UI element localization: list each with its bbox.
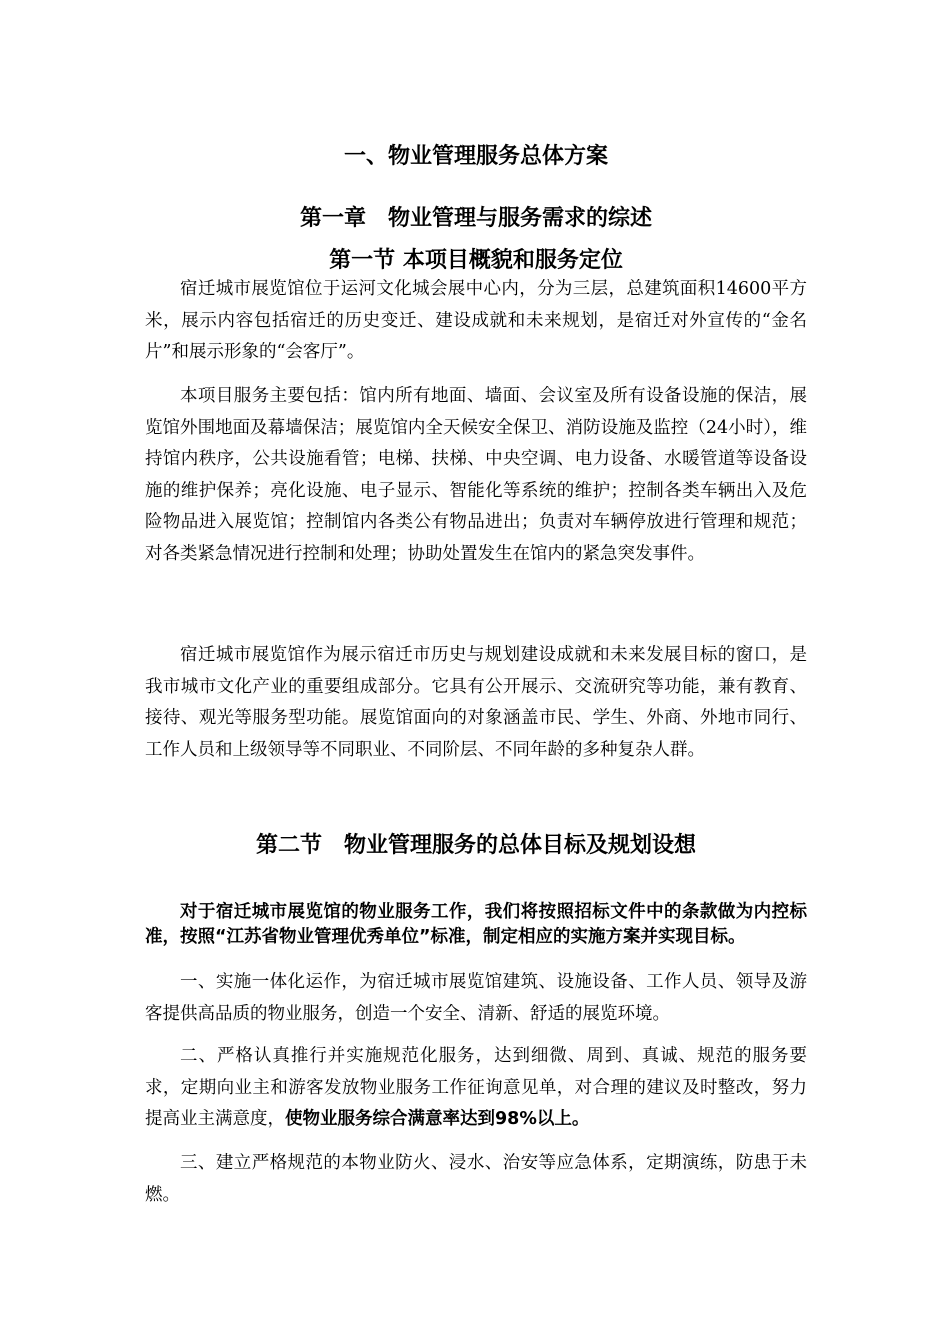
section-2-title: 第二节 物业管理服务的总体目标及规划设想 (255, 833, 696, 858)
section-2-item-1: 一、实施一体化运作，为宿迁城市展览馆建筑、设施设备、工作人员、领导及游客提供高品质的物业服务，创造一个安全、清新、舒适的展览环境。 (145, 972, 807, 1024)
section-1-paragraph-2: 本项目服务主要包括：馆内所有地面、墙面、会议室及所有设备设施的保洁，展览馆外围地面及幕墙保洁；展览馆内全天候安全保卫、消防设施及监控（24小时），维持馆内秩序，公共设施看管；电梯、扶梯、中央空调、电力设备、水暖管道等设备设施的维护保养；亮化设施、电子显示、智能化等系统的维护；控制各类车辆出入及危险物品进入展览馆；控制馆内各类公有物品进出；负责对车辆停放进行管理和规范；对各类紧急情况进行控制和处理；协助处置发生在馆内的紧急突发事件。 (145, 386, 807, 564)
section-1-paragraph-1: 宿迁城市展览馆位于运河文化城会展中心内，分为三层，总建筑面积14600平方米，展示内容包括宿迁的历史变迁、建设成就和未来规划，是宿迁对外宣传的“金名片”和展示形象的“会客厅”。 (145, 279, 807, 362)
section-2-item-2-lead: 二、严格认真推行并实施规范化服务，达到细微、周到、真诚、规范的服务要求，定期向业主和游客发放物业服务工作征询意见单，对合理的建议及时整改，努力提高业主满意度， (145, 1046, 807, 1129)
section-1-paragraph-3: 宿迁城市展览馆作为展示宿迁市历史与规划建设成就和未来发展目标的窗口，是我市城市文化产业的重要组成部分。它具有公开展示、交流研究等功能，兼有教育、接待、观光等服务型功能。展览馆面向的对象涵盖市民、学生、外商、外地市同行、工作人员和上级领导等不同职业、不同阶层、不同年龄的多种复杂人群。 (145, 645, 807, 760)
section-2-item-3: 三、建立严格规范的本物业防火、浸水、治安等应急体系，定期演练，防患于未燃。 (145, 1153, 807, 1205)
main-title: 一、物业管理服务总体方案 (343, 144, 608, 169)
section-2-intro: 对于宿迁城市展览馆的物业服务工作，我们将按照招标文件中的条款做为内控标准，按照“江苏省物业管理优秀单位”标准，制定相应的实施方案并实现目标。 (145, 902, 807, 947)
section-1-title: 第一节 本项目概貌和服务定位 (329, 248, 623, 273)
chapter-title: 第一章 物业管理与服务需求的综述 (299, 206, 652, 231)
satisfaction-target-emphasis: 使物业服务综合满意率达到98%以上。 (285, 1109, 590, 1129)
section-2-item-2 (145, 1041, 807, 1136)
